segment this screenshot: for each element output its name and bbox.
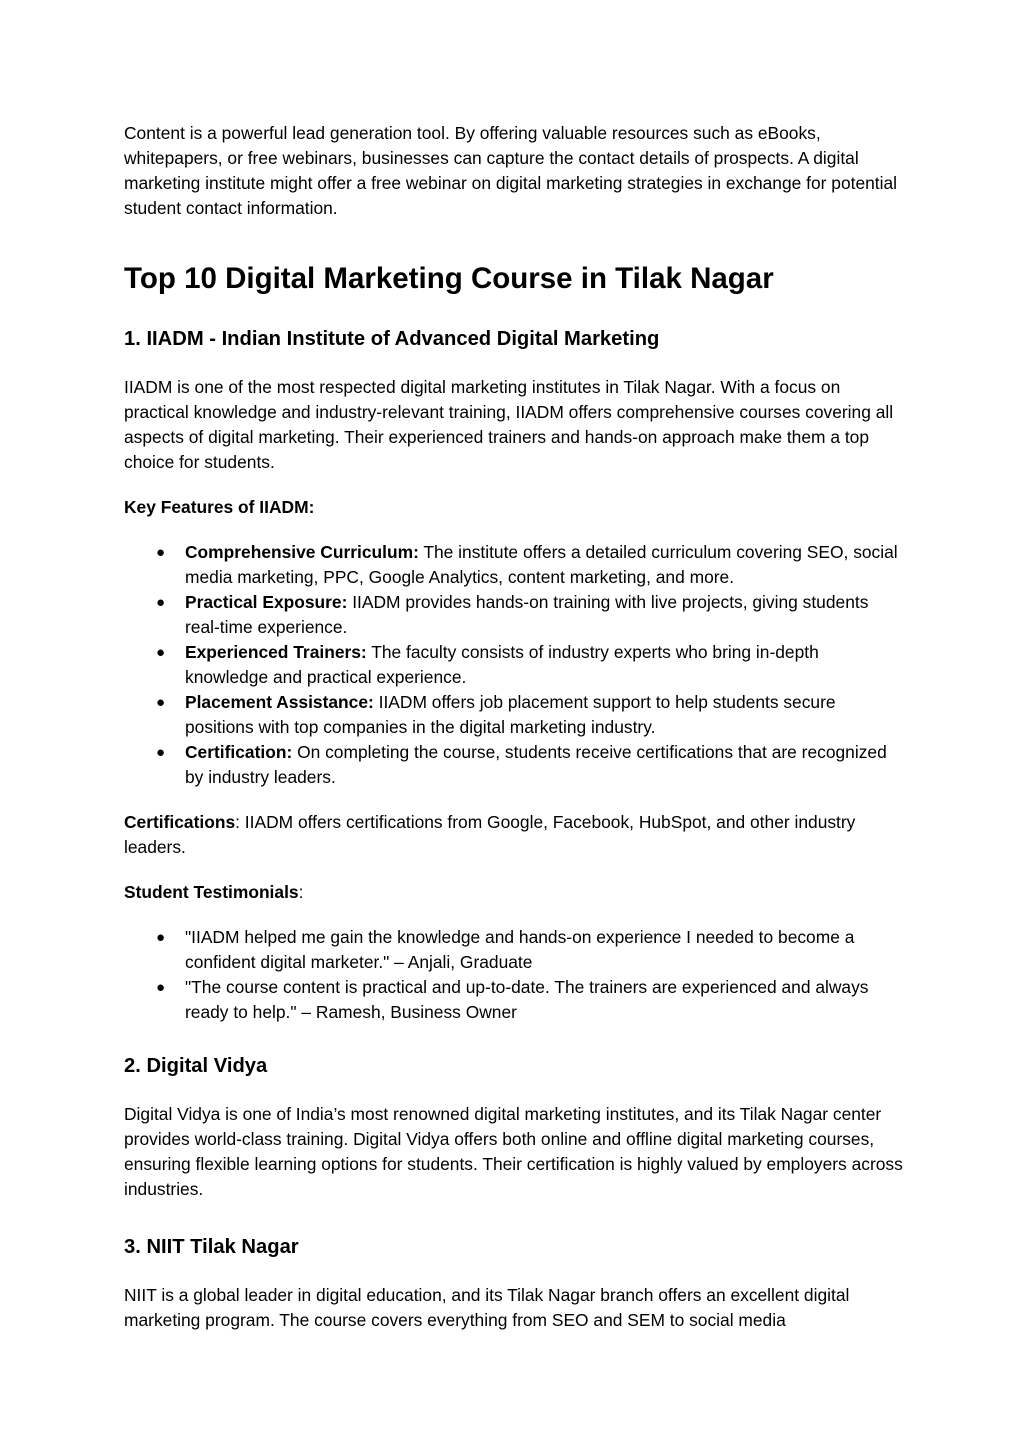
list-item [124,590,904,640]
testimonial-text: "IIADM helped me gain the knowledge and hands-on experience I needed to become a confident digital marketer." – Anjali, Graduate [185,927,855,972]
list-item [124,690,904,740]
list-item [124,740,904,790]
certifications-text: : IIADM offers certifications from Google, Facebook, HubSpot, and other industry leaders. [124,812,856,857]
certifications-paragraph [124,810,904,860]
feature-title: Comprehensive Curriculum: [185,542,419,562]
bullet-icon: ● [156,644,166,661]
section-heading-iiadm: 1. IIADM - Indian Institute of Advanced Digital Marketing [124,328,660,350]
testimonials-colon: : [298,882,304,902]
section-heading-digital-vidya: 2. Digital Vidya [124,1055,268,1077]
list-item [124,975,904,1025]
list-item [124,540,904,590]
bullet-icon: ● [156,694,166,711]
digital-vidya-description: Digital Vidya is one of India’s most renowned digital marketing institutes, and its Tilak Nagar center provides world-class training. Digital Vidya offers both online and offline digital marketing courses, ensuring flexible learning options for students. Their certification is highly valued by employers across industries. [124,1104,903,1199]
certifications-label: Certifications [124,812,236,832]
feature-title: Placement Assistance: [185,692,374,712]
bullet-icon: ● [156,979,166,996]
intro-paragraph: Content is a powerful lead generation tool. By offering valuable resources such as eBooks, whitepapers, or free webinars, businesses can capture the contact details of prospects. A digital marketing institute might offer a free webinar on digital marketing strategies in exchange for potential student contact information. [124,123,898,218]
feature-text: The faculty consists of industry experts who bring in-depth knowledge and practical experience. [185,642,819,687]
feature-title: Experienced Trainers: [185,642,367,662]
testimonials-label-line [124,880,904,905]
feature-title: Practical Exposure: [185,592,348,612]
testimonial-text: "The course content is practical and up-to-date. The trainers are experienced and always ready to help." – Ramesh, Business Owner [185,977,869,1022]
document-page [124,121,904,1333]
key-features-label: Key Features of IIADM: [124,497,315,517]
feature-text: On completing the course, students receive certifications that are recognized by industry leaders. [185,742,887,787]
testimonials-label: Student Testimonials [124,882,299,902]
iiadm-description: IIADM is one of the most respected digital marketing institutes in Tilak Nagar. With a focus on practical knowledge and industry-relevant training, IIADM offers comprehensive courses covering all aspects of digital marketing. Their experienced trainers and hands-on approach make them a top choice for students. [124,377,894,472]
section-heading-niit: 3. NIIT Tilak Nagar [124,1236,299,1258]
main-heading: Top 10 Digital Marketing Course in Tilak Nagar [124,262,774,295]
bullet-icon: ● [156,929,166,946]
list-item [124,640,904,690]
feature-text: The institute offers a detailed curriculum covering SEO, social media marketing, PPC, Google Analytics, content marketing, and more. [185,542,898,587]
niit-description: NIIT is a global leader in digital education, and its Tilak Nagar branch offers an excellent digital marketing program. The course covers everything from SEO and SEM to social media [124,1285,850,1330]
bullet-icon: ● [156,594,166,611]
feature-title: Certification: [185,742,293,762]
feature-text: IIADM offers job placement support to help students secure positions with top companies in the digital marketing industry. [185,692,836,737]
bullet-icon: ● [156,744,166,761]
testimonials-list [124,925,904,1025]
list-item [124,925,904,975]
feature-text: IIADM provides hands-on training with live projects, giving students real-time experience. [185,592,869,637]
bullet-icon: ● [156,544,166,561]
features-list [124,540,904,790]
